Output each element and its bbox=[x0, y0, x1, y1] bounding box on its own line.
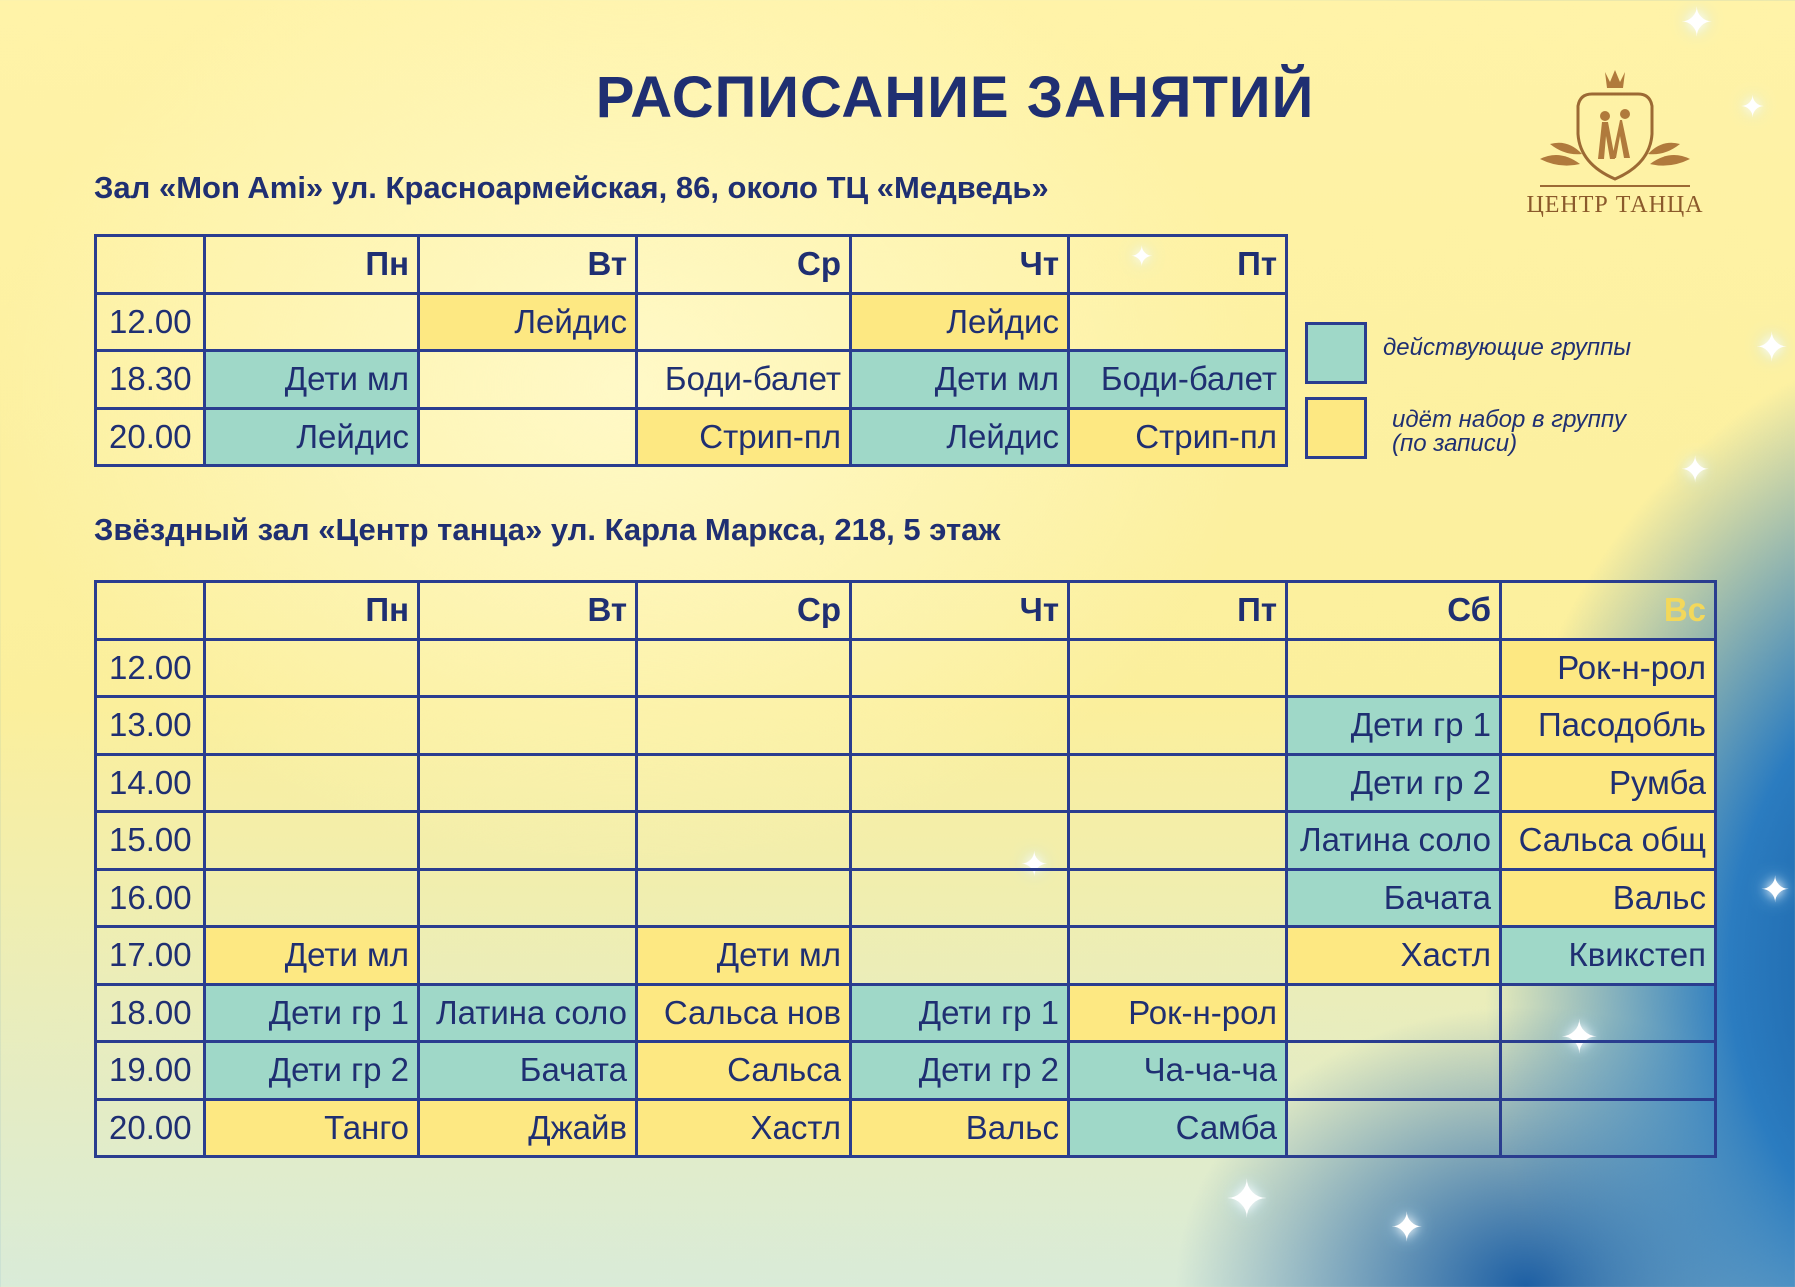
day-header: Вт bbox=[419, 582, 637, 640]
day-header: Пн bbox=[205, 236, 419, 294]
class-cell bbox=[1069, 639, 1287, 697]
class-cell bbox=[205, 639, 419, 697]
class-cell bbox=[419, 812, 637, 870]
class-cell bbox=[419, 697, 637, 755]
table-row bbox=[96, 293, 1287, 351]
table-row bbox=[96, 697, 1716, 755]
class-cell bbox=[1069, 927, 1287, 985]
time-cell: 20.00 bbox=[96, 1099, 205, 1157]
sparkle-decoration: ✦ bbox=[1680, 0, 1714, 46]
class-cell bbox=[637, 697, 851, 755]
class-cell: Сальса нов bbox=[637, 984, 851, 1042]
legend-enrolling-swatch bbox=[1305, 397, 1367, 459]
hall2-title: Звёздный зал «Центр танца» ул. Карла Маркса, 218, 5 этаж bbox=[94, 512, 1001, 547]
class-cell: Дети гр 1 bbox=[1287, 697, 1501, 755]
sparkle-decoration: ✦ bbox=[1225, 1170, 1269, 1230]
day-header: Вт bbox=[419, 236, 637, 294]
class-cell: Лейдис bbox=[205, 408, 419, 466]
class-cell bbox=[419, 927, 637, 985]
day-header: Вс bbox=[1501, 582, 1716, 640]
class-cell bbox=[419, 639, 637, 697]
time-cell: 13.00 bbox=[96, 697, 205, 755]
class-cell bbox=[851, 754, 1069, 812]
time-cell: 14.00 bbox=[96, 754, 205, 812]
class-cell: Лейдис bbox=[419, 293, 637, 351]
class-cell bbox=[851, 869, 1069, 927]
hall1-title: Зал «Mon Ami» ул. Красноармейская, 86, около ТЦ «Медведь» bbox=[94, 170, 1049, 205]
time-cell: 12.00 bbox=[96, 639, 205, 697]
class-cell bbox=[205, 812, 419, 870]
sparkle-decoration: ✦ bbox=[1760, 870, 1791, 911]
table-header-row bbox=[96, 236, 1287, 294]
logo-text: ЦЕНТР ТАНЦА bbox=[1526, 192, 1704, 218]
class-cell: Сальса bbox=[637, 1042, 851, 1100]
class-cell bbox=[1287, 639, 1501, 697]
sparkle-decoration: ✦ bbox=[1740, 90, 1766, 125]
day-header: Ср bbox=[637, 582, 851, 640]
sparkle-decoration: ✦ bbox=[1390, 1205, 1424, 1251]
class-cell bbox=[205, 869, 419, 927]
class-cell bbox=[1501, 1042, 1716, 1100]
hall1-schedule-table bbox=[94, 234, 1288, 467]
class-cell bbox=[637, 869, 851, 927]
day-header: Чт bbox=[851, 582, 1069, 640]
class-cell bbox=[1069, 754, 1287, 812]
sparkle-decoration: ✦ bbox=[1755, 325, 1789, 371]
class-cell bbox=[419, 754, 637, 812]
day-header: Пт bbox=[1069, 582, 1287, 640]
class-cell: Дети мл bbox=[205, 351, 419, 409]
class-cell: Вальс bbox=[851, 1099, 1069, 1157]
time-cell: 18.30 bbox=[96, 351, 205, 409]
class-cell: Хастл bbox=[637, 1099, 851, 1157]
class-cell: Стрип-пл bbox=[1069, 408, 1287, 466]
class-cell bbox=[1287, 1099, 1501, 1157]
class-cell bbox=[851, 639, 1069, 697]
class-cell: Рок-н-рол bbox=[1501, 639, 1716, 697]
legend-active-swatch bbox=[1305, 322, 1367, 384]
class-cell: Вальс bbox=[1501, 869, 1716, 927]
class-cell: Лейдис bbox=[851, 408, 1069, 466]
table-row bbox=[96, 754, 1716, 812]
day-header: Ср bbox=[637, 236, 851, 294]
logo bbox=[1520, 64, 1710, 224]
class-cell bbox=[419, 351, 637, 409]
class-cell: Дети гр 2 bbox=[205, 1042, 419, 1100]
time-cell: 16.00 bbox=[96, 869, 205, 927]
legend-enrolling-label: идёт набор в группу bbox=[1392, 406, 1627, 433]
class-cell: Бачата bbox=[1287, 869, 1501, 927]
class-cell: Боди-балет bbox=[637, 351, 851, 409]
class-cell bbox=[419, 869, 637, 927]
class-cell bbox=[851, 927, 1069, 985]
sparkle-decoration: ✦ bbox=[1560, 1010, 1599, 1064]
table-row bbox=[96, 984, 1716, 1042]
class-cell: Джайв bbox=[419, 1099, 637, 1157]
table-row bbox=[96, 869, 1716, 927]
class-cell bbox=[205, 754, 419, 812]
class-cell: Пасодобль bbox=[1501, 697, 1716, 755]
class-cell bbox=[205, 293, 419, 351]
class-cell bbox=[205, 697, 419, 755]
day-header: Пн bbox=[205, 582, 419, 640]
table-row bbox=[96, 1099, 1716, 1157]
class-cell bbox=[637, 754, 851, 812]
class-cell bbox=[637, 293, 851, 351]
class-cell bbox=[1501, 984, 1716, 1042]
time-cell: 15.00 bbox=[96, 812, 205, 870]
class-cell bbox=[419, 408, 637, 466]
class-cell bbox=[637, 812, 851, 870]
class-cell bbox=[1069, 812, 1287, 870]
class-cell: Дети гр 2 bbox=[851, 1042, 1069, 1100]
class-cell: Дети мл bbox=[851, 351, 1069, 409]
class-cell: Дети гр 1 bbox=[851, 984, 1069, 1042]
class-cell bbox=[1069, 697, 1287, 755]
class-cell bbox=[1069, 869, 1287, 927]
class-cell: Дети гр 1 bbox=[205, 984, 419, 1042]
sparkle-decoration: ✦ bbox=[1130, 240, 1154, 273]
header-corner-cell bbox=[96, 236, 205, 294]
table-row bbox=[96, 351, 1287, 409]
class-cell bbox=[637, 639, 851, 697]
time-cell: 18.00 bbox=[96, 984, 205, 1042]
legend-active-label: действующие группы bbox=[1383, 334, 1631, 361]
class-cell: Румба bbox=[1501, 754, 1716, 812]
time-cell: 12.00 bbox=[96, 293, 205, 351]
class-cell: Стрип-пл bbox=[637, 408, 851, 466]
table-row bbox=[96, 639, 1716, 697]
time-cell: 17.00 bbox=[96, 927, 205, 985]
logo-emblem-icon bbox=[1520, 64, 1710, 194]
class-cell: Хастл bbox=[1287, 927, 1501, 985]
class-cell: Танго bbox=[205, 1099, 419, 1157]
page-title: РАСПИСАНИЕ ЗАНЯТИЙ bbox=[595, 65, 1315, 130]
class-cell: Квикстеп bbox=[1501, 927, 1716, 985]
class-cell: Самба bbox=[1069, 1099, 1287, 1157]
class-cell: Рок-н-рол bbox=[1069, 984, 1287, 1042]
class-cell bbox=[851, 812, 1069, 870]
class-cell: Бачата bbox=[419, 1042, 637, 1100]
day-header: Сб bbox=[1287, 582, 1501, 640]
class-cell: Латина соло bbox=[419, 984, 637, 1042]
class-cell: Сальса общ bbox=[1501, 812, 1716, 870]
day-header: Пт bbox=[1069, 236, 1287, 294]
legend-enrolling-note: (по записи) bbox=[1392, 430, 1518, 457]
class-cell: Латина соло bbox=[1287, 812, 1501, 870]
class-cell bbox=[851, 697, 1069, 755]
class-cell bbox=[1069, 293, 1287, 351]
class-cell: Дети мл bbox=[637, 927, 851, 985]
class-cell bbox=[1287, 1042, 1501, 1100]
class-cell: Боди-балет bbox=[1069, 351, 1287, 409]
sparkle-decoration: ✦ bbox=[1020, 845, 1049, 885]
class-cell: Дети гр 2 bbox=[1287, 754, 1501, 812]
class-cell bbox=[1287, 984, 1501, 1042]
table-row bbox=[96, 927, 1716, 985]
table-row bbox=[96, 812, 1716, 870]
day-header: Чт bbox=[851, 236, 1069, 294]
class-cell: Лейдис bbox=[851, 293, 1069, 351]
table-header-row bbox=[96, 582, 1716, 640]
class-cell: Ча-ча-ча bbox=[1069, 1042, 1287, 1100]
table-row bbox=[96, 1042, 1716, 1100]
class-cell: Дети мл bbox=[205, 927, 419, 985]
time-cell: 19.00 bbox=[96, 1042, 205, 1100]
class-cell bbox=[1501, 1099, 1716, 1157]
sparkle-decoration: ✦ bbox=[1680, 450, 1711, 491]
time-cell: 20.00 bbox=[96, 408, 205, 466]
table-row bbox=[96, 408, 1287, 466]
header-corner-cell bbox=[96, 582, 205, 640]
hall2-schedule-table bbox=[94, 580, 1717, 1158]
